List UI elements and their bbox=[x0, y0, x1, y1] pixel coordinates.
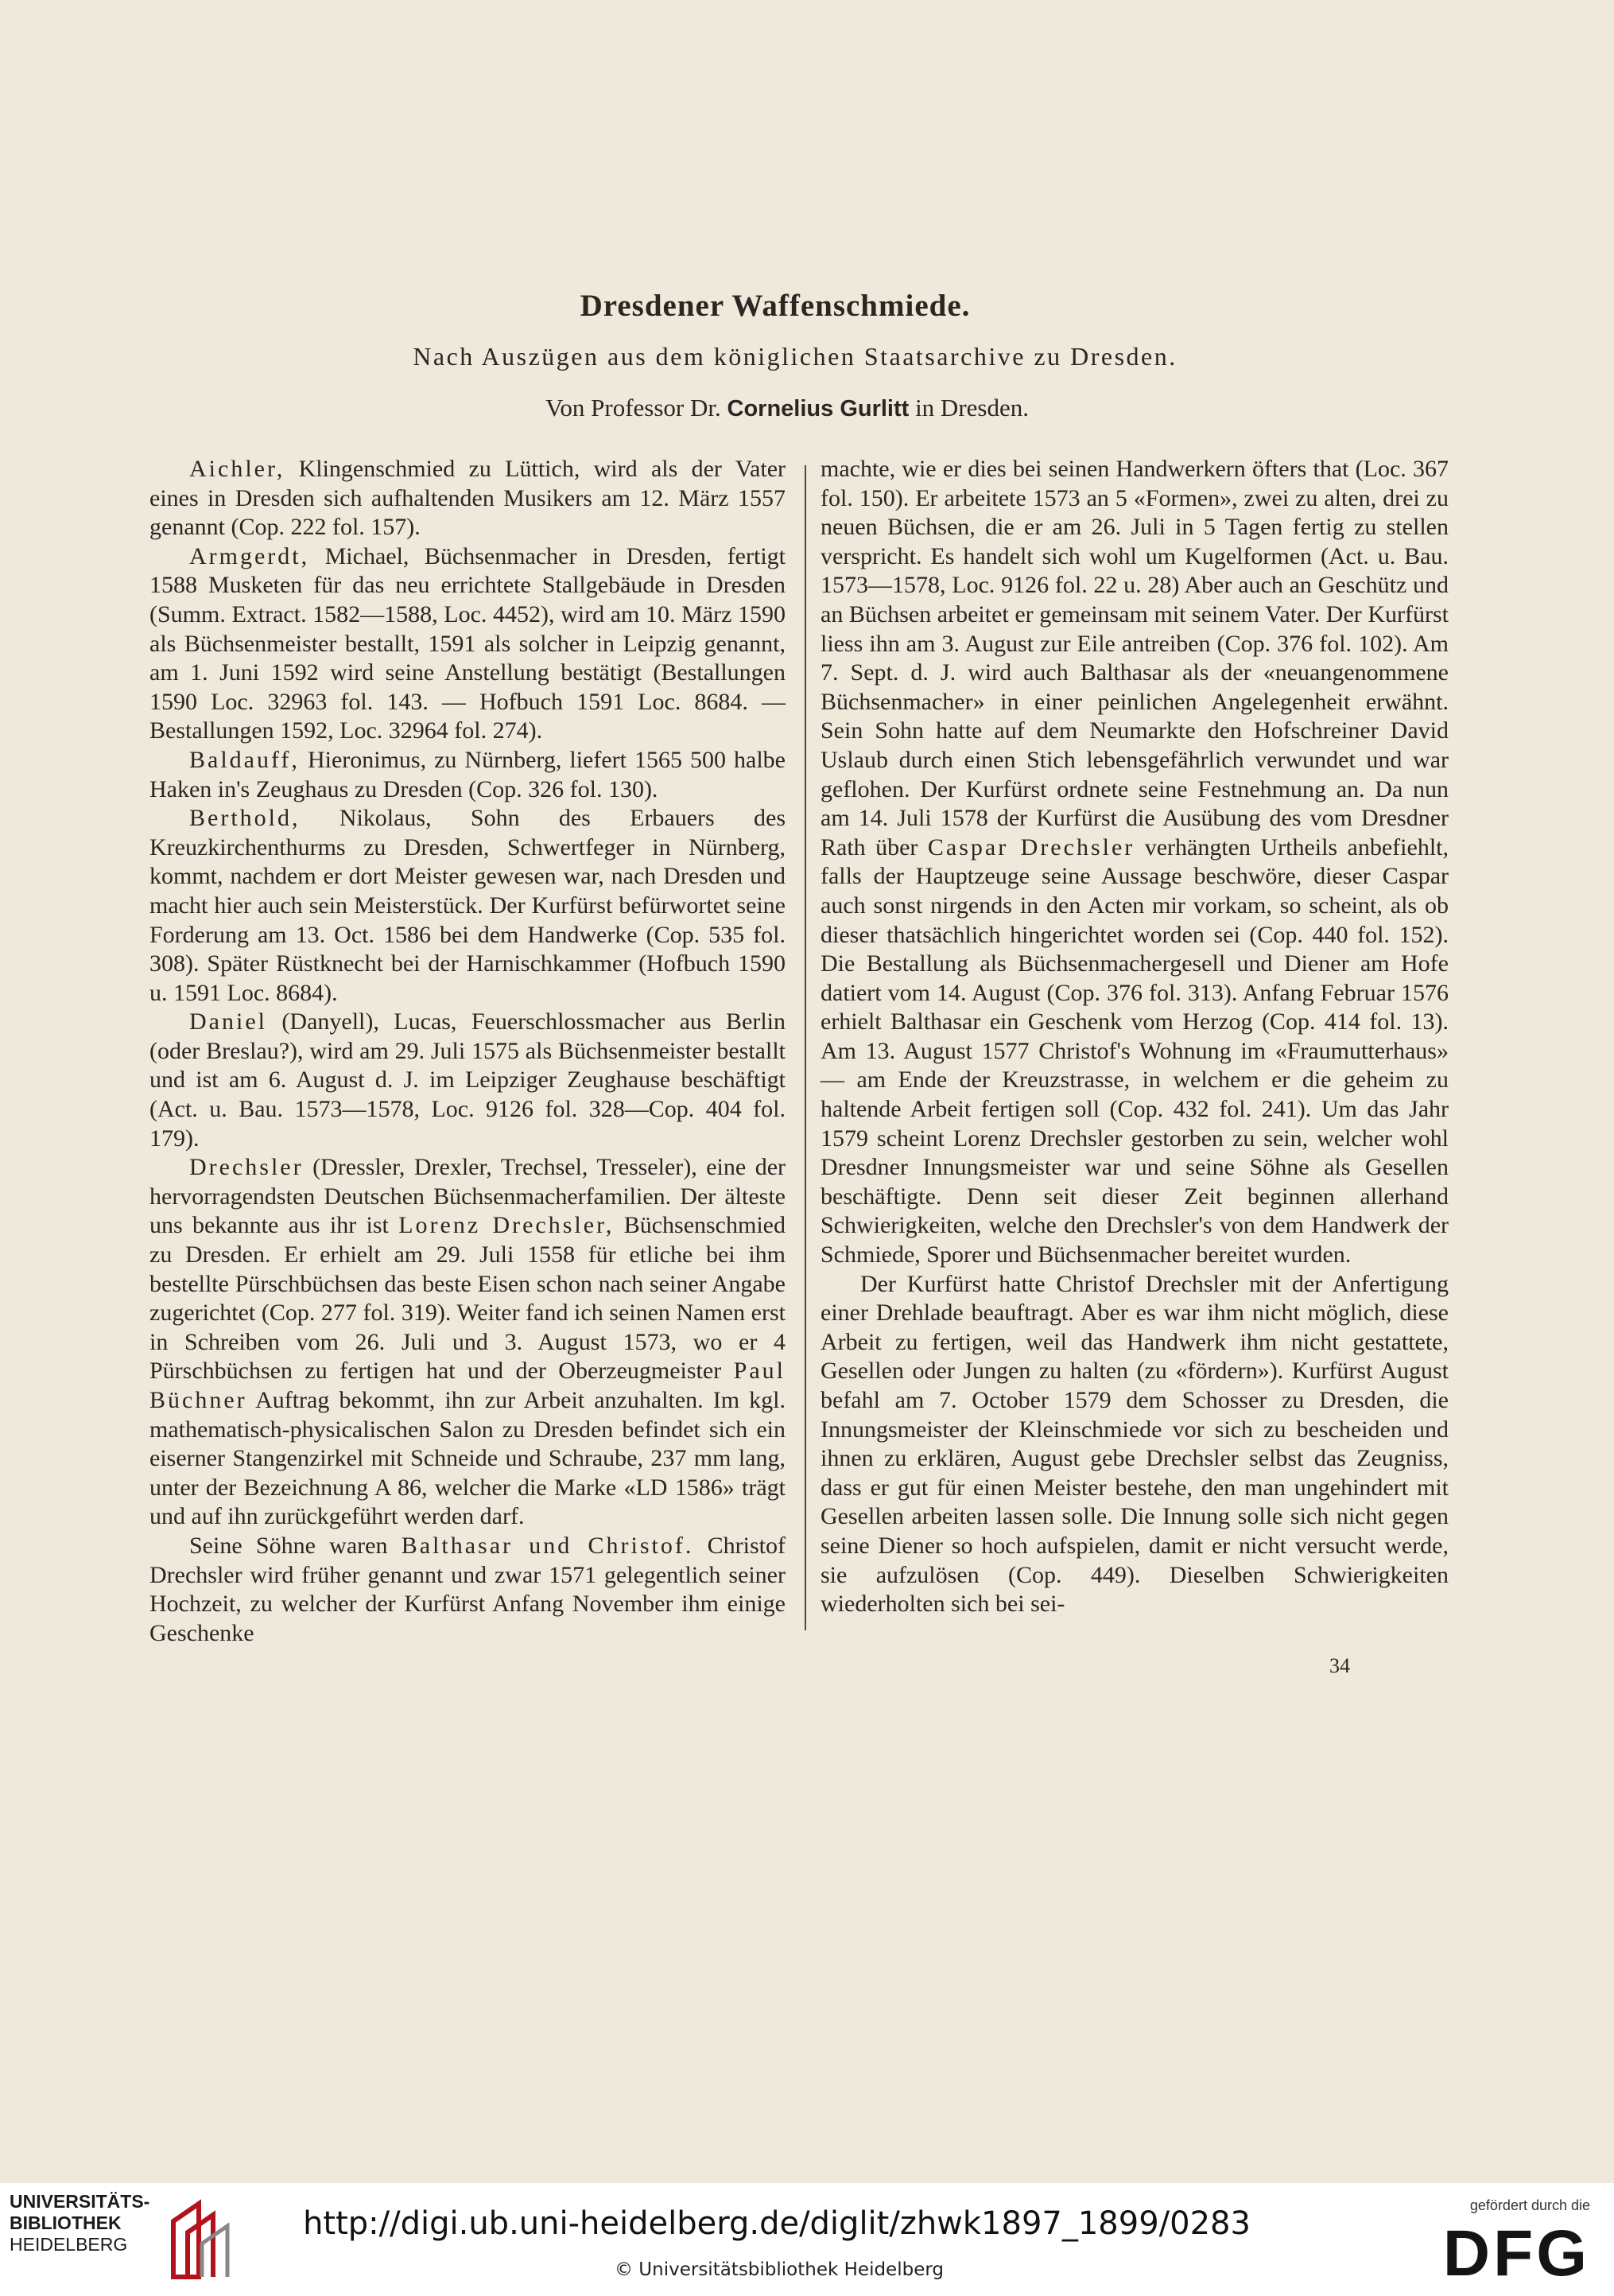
article-title: Dresdener Waffenschmiede. bbox=[580, 289, 971, 323]
paragraph-text: verhängten Urtheils anbefiehlt, falls der Hauptzeuge seine Aussage beschwöre, dieser Caspar auch sonst nirgends in den Acten mir vorkam, so scheint, als ob dieser thatsächlich hingerichtet worden sei (Cop. 440 fol. 152). Die Bestallung als Büchsenmachergesell und Diener am Hofe datiert vom 14. August (Cop. 376 fol. 313). Anfang Februar 1576 erhielt Balthasar ein Geschenk vom Herzog (Cop. 414 fol. 13). Am 13. August 1577 Christof's Wohnung im «Fraumutterhaus» — am Ende der Kreuzstrasse, in welchem er die geheim zu haltende Arbeit fertigen soll (Cop. 432 fol. 241). Um das Jahr 1579 scheint Lorenz Drechsler gestorben zu sein, welcher wohl Dresdner Innungsmeister war und seine Söhne als Gesellen beschäftigte. Denn seit dieser Zeit beginnen allerhand Schwierigkeiten, welche den Drechsler's von dem Handwerk der Schmiede, Sporer und Büchsenmacher bereitet wurden. bbox=[821, 833, 1449, 1268]
entry-berthold bbox=[149, 804, 786, 1008]
entry-name: Aichler, bbox=[189, 456, 285, 482]
entry-name: Caspar Drechsler bbox=[927, 833, 1135, 861]
entry-name: Paul Büchner bbox=[149, 1358, 786, 1413]
logo-line-2: BIBLIOTHEK bbox=[10, 2212, 122, 2233]
entry-text: Seine Söhne waren bbox=[189, 1532, 402, 1559]
entry-text: Auftrag bekommt, ihn zur Arbeit anzuhalten. Im kgl. mathematisch-physicalischen Salon zu Dresden befindet sich ein eiserner Stangenzirkel mit Schneide und Schraube, 237 mm lang, unter der Bezeichnung A 86, welcher die Marke «LD 1586» trägt und auf ihn zurückgeführt werden darf. bbox=[149, 1387, 786, 1530]
entry-text: Hieronimus, zu Nürnberg, liefert 1565 500 halbe Haken in's Zeughaus zu Dresden (Cop. 326 fol. 130). bbox=[149, 746, 786, 802]
entry-armgerdt bbox=[149, 542, 786, 746]
entry-baldauff bbox=[149, 746, 786, 804]
entry-name: Armgerdt, bbox=[189, 542, 310, 569]
entry-text: (Danyell), Lucas, Feuerschlossmacher aus Berlin (oder Breslau?), wird am 29. Juli 1575 als Büchsenmeister bestallt und ist am 6. August d. J. im Leipziger Zeughause beschäftigt (Act. u. Bau. 1573—1578, Loc. 9126 fol. 328—Cop. 404 fol. 179). bbox=[149, 1008, 786, 1152]
copyright-notice: © Universitätsbibliothek Heidelberg bbox=[614, 2259, 944, 2280]
entry-aichler bbox=[149, 455, 786, 542]
paragraph-drehlade: Der Kurfürst hatte Christof Drechsler mit der Anfertigung einer Drehlade beauftragt. Aber es war ihm nicht möglich, diese Arbeit zu fertigen, weil das Handwerk ihm nicht gestattete, Gesellen oder Jungen zu halten (zu «fördern»). Kurfürst August befahl am 7. October 1579 dem Schosser zu Dresden, die Innungsmeister der Kleinschmiede vor sich zu bescheiden und ihnen zu erklären, August gebe Drechsler selbst das Zeugniss, dass er gut für einen Meister bestehe, den man ungehindert mit Gesellen arbeiten lassen solle. Die Innung solle sich nicht gegen seine Diener so hoch aufspielen, damit er nicht versucht werde, sie aufzulösen (Cop. 449). Dieselben Schwierigkeiten wiederholten sich bei sei- bbox=[821, 1270, 1449, 1618]
byline-author: Cornelius Gurlitt bbox=[727, 396, 910, 422]
logo-line-1: UNIVERSITÄTS- bbox=[10, 2191, 150, 2212]
viewer-footer bbox=[0, 2183, 1614, 2296]
entry-soehne bbox=[149, 1532, 786, 1648]
entry-name: Balthasar und Christof. bbox=[401, 1532, 694, 1559]
entry-text: Büchsenschmied zu Dresden. Er erhielt am 29. Juli 1558 für etliche bei ihm bestellte Pürschbüchsen das beste Eisen schon nach seiner Angabe zugerichtet (Cop. 277 fol. 319). Weiter fand ich seinen Namen erst in Schreiben vom 26. Juli und 3. August 1573, wo er 4 Pürschbüchsen zu fertigen hat und der Oberzeugmeister bbox=[149, 1212, 786, 1385]
permalink-url[interactable]: http://digi.ub.uni-heidelberg.de/diglit/zhwk1897_1899/0283 bbox=[303, 2205, 1251, 2242]
right-column bbox=[821, 455, 1449, 1619]
column-divider bbox=[805, 465, 806, 1630]
entry-text: Michael, Büchsenmacher in Dresden, fertigt 1588 Musketen für das neu errichtete Stallgebäude in Dresden (Summ. Extract. 1582—1588, Loc. 4452), wird am 10. März 1590 als Büchsenmeister bestallt, 1591 als solcher in Leipzig genannt, am 1. Juni 1592 wird seine Anstellung bestätigt (Bestallungen 1590 Loc. 32963 fol. 143. — Hofbuch 1591 Loc. 8684. — Bestallungen 1592, Loc. 32964 fol. 274). bbox=[149, 542, 786, 744]
entry-text: (Dressler, Drexler, Trechsel, Tresseler), eine der hervorragendsten Deutschen Büchsenmacherfamilien. Der älteste uns bekannte aus ihr ist bbox=[149, 1154, 786, 1239]
dfg-logo[interactable]: DFG bbox=[1442, 2217, 1590, 2290]
logo-line-3: HEIDELBERG bbox=[10, 2234, 128, 2255]
byline-suffix: in Dresden. bbox=[915, 394, 1029, 422]
entry-text: Christof Drechsler wird früher genannt und zwar 1571 gelegentlich seiner Hochzeit, zu welcher der Kurfürst Anfang November ihm einige Geschenke bbox=[149, 1532, 786, 1646]
left-column bbox=[149, 455, 786, 1648]
byline-prefix: Von Professor Dr. bbox=[545, 394, 721, 422]
entry-name: Baldauff, bbox=[189, 746, 300, 773]
funding-note: gefördert durch die bbox=[1469, 2197, 1590, 2213]
entry-text: Klingenschmied zu Lüttich, wird als der Vater eines in Dresden sich aufhaltenden Musikers am 12. März 1557 genannt (Cop. 222 fol. 157). bbox=[149, 456, 786, 541]
article-subtitle: Nach Auszügen aus dem königlichen Staatsarchive zu Dresden. bbox=[413, 342, 1178, 371]
paragraph-text: machte, wie er dies bei seinen Handwerkern öfters that (Loc. 367 fol. 150). Er arbeitete 1573 an 5 «Formen», zwei zu alten, drei zu neuen Büchsen, die er am 26. Juli in 5 Tagen fertig zu stellen verspricht. Es handelt sich wohl um Kugelformen (Act. u. Bau. 1573—1578, Loc. 9126 fol. 22 u. 28) Aber auch an Geschütz und an Büchsen arbeitet er gemeinsam mit seinem Vater. Der Kurfürst liess ihn am 3. August zur Eile antreiben (Cop. 376 fol. 102). Am 7. Sept. d. J. wird auch Balthasar als der «neuangenommene Büchsenmacher» in einer peinlichen Angelegenheit erwähnt. Sein Sohn hatte auf dem Neumarkte den Hofschreiner David Uslaub durch einen Stich lebensgefährlich verwundet und war geflohen. Der Kurfürst ordnete seine Festnehmung an. Da nun am 14. Juli 1578 der Kurfürst die Ausübung des vom Dresdner Rath über bbox=[821, 456, 1449, 861]
entry-name: Drechsler bbox=[189, 1154, 304, 1181]
article-byline bbox=[0, 394, 1594, 422]
entry-text: Nikolaus, Sohn des Erbauers des Kreuzkirchenthurms zu Dresden, Schwertfeger in Nürnberg, kommt, nachdem er dort Meister gewesen war, nach Dresden und macht hier auch sein Meisterstück. Der Kurfürst befürwortet seine Forderung am 13. Oct. 1586 bei dem Handwerke (Cop. 535 fol. 308). Später Rüstknecht bei der Harnischkammer (Hofbuch 1590 u. 1591 Loc. 8684). bbox=[149, 805, 786, 1006]
paragraph-continued bbox=[821, 455, 1449, 1270]
page-number: 34 bbox=[1329, 1654, 1350, 1677]
entry-drechsler bbox=[149, 1153, 786, 1532]
entry-daniel bbox=[149, 1008, 786, 1153]
entry-name: Lorenz Drechsler, bbox=[398, 1212, 615, 1239]
entry-name: Daniel bbox=[189, 1008, 267, 1035]
entry-name: Berthold, bbox=[189, 805, 301, 832]
